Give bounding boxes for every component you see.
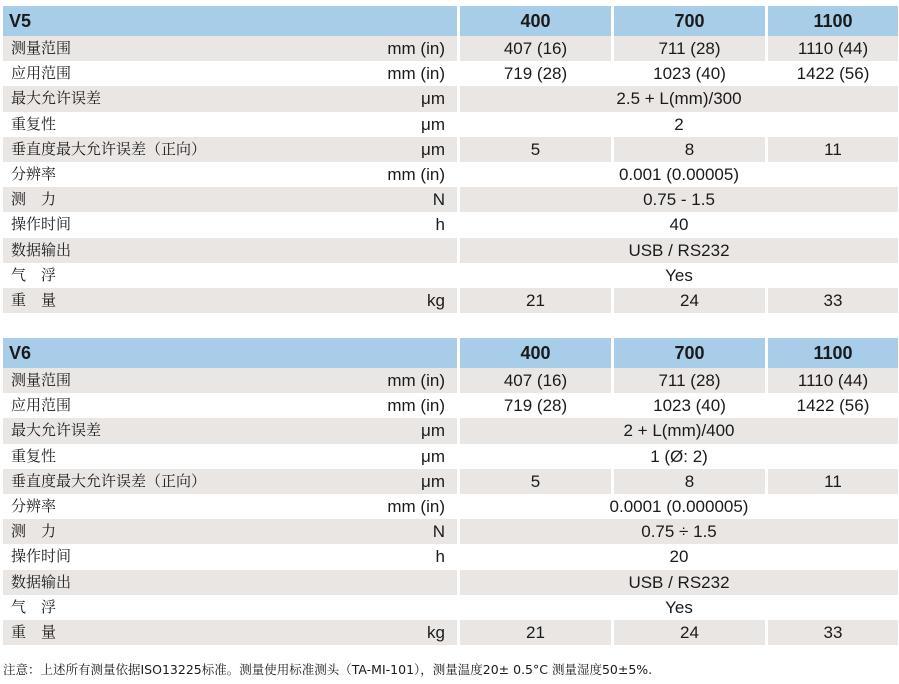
spec-row <box>3 263 898 288</box>
spec-name <box>3 368 457 393</box>
spec-value: 1023 (40) <box>611 61 765 86</box>
spec-name-text: 垂直度最大允许误差（正向） <box>11 139 207 158</box>
spec-unit: μm <box>421 89 445 109</box>
spec-value: 1 (Ø: 2) <box>457 444 898 469</box>
model-name: V6 <box>3 338 457 368</box>
spec-unit: mm (in) <box>387 396 445 416</box>
spec-name-text: 重 量 <box>11 622 57 641</box>
spec-name <box>3 288 457 313</box>
spec-name-text: 分辨率 <box>11 165 57 184</box>
spec-row <box>3 393 898 418</box>
spec-name-text: 分辨率 <box>11 497 57 516</box>
spec-value: 2 <box>457 112 898 137</box>
spec-unit: h <box>435 215 445 235</box>
spec-table-body <box>3 338 898 645</box>
spec-name-text: 气 浮 <box>11 597 57 616</box>
spec-unit: μm <box>421 114 445 134</box>
spec-row <box>3 187 898 212</box>
size-column-header: 700 <box>611 338 765 368</box>
table-header-row <box>3 338 898 368</box>
spec-value: 711 (28) <box>611 368 765 393</box>
spec-row <box>3 494 898 519</box>
spec-name-text: 最大允许误差 <box>11 89 102 108</box>
spec-table-v6 <box>3 338 898 645</box>
spec-name-text: 操作时间 <box>11 215 72 234</box>
spec-name <box>3 469 457 494</box>
spec-value: 20 <box>457 544 898 569</box>
spec-value: 1023 (40) <box>611 393 765 418</box>
spec-table-v5 <box>3 6 898 313</box>
spec-name <box>3 212 457 237</box>
spec-value: 24 <box>611 620 765 645</box>
spec-unit: kg <box>427 622 445 642</box>
spec-name <box>3 238 457 263</box>
spec-name <box>3 444 457 469</box>
spec-name-text: 测量范围 <box>11 39 72 58</box>
spec-value: 21 <box>457 620 611 645</box>
size-column-header: 700 <box>611 6 765 36</box>
footnote: 注意：上述所有测量依据ISO13225标准。测量使用标准测头（TA-MI-101），测量温度20± 0.5°C 测量湿度50±5%. <box>3 662 653 677</box>
spec-value: 5 <box>457 469 611 494</box>
spec-unit: μm <box>421 139 445 159</box>
spec-name <box>3 137 457 162</box>
spec-value: 2 + L(mm)/400 <box>457 418 898 443</box>
spec-row <box>3 212 898 237</box>
spec-row <box>3 570 898 595</box>
spec-row <box>3 519 898 544</box>
spec-name-text: 操作时间 <box>11 547 72 566</box>
spec-name <box>3 36 457 61</box>
spec-value: 0.001 (0.00005) <box>457 162 898 187</box>
spec-value: 21 <box>457 288 611 313</box>
spec-row <box>3 137 898 162</box>
spec-name <box>3 187 457 212</box>
spec-unit: mm (in) <box>387 64 445 84</box>
spec-row <box>3 368 898 393</box>
spec-name-text: 应用范围 <box>11 396 72 415</box>
spec-value: USB / RS232 <box>457 570 898 595</box>
spec-name-text: 重复性 <box>11 114 57 133</box>
spec-unit: μm <box>421 446 445 466</box>
spec-value: 1110 (44) <box>765 368 898 393</box>
spec-name <box>3 519 457 544</box>
spec-unit: mm (in) <box>387 371 445 391</box>
spec-unit: mm (in) <box>387 39 445 59</box>
spec-name <box>3 162 457 187</box>
spec-name-text: 测量范围 <box>11 371 72 390</box>
spec-name-text: 垂直度最大允许误差（正向） <box>11 471 207 490</box>
spec-name <box>3 620 457 645</box>
spec-value: 8 <box>611 469 765 494</box>
spec-name-text: 最大允许误差 <box>11 421 102 440</box>
spec-table-body <box>3 6 898 313</box>
spec-unit: mm (in) <box>387 497 445 517</box>
spec-row <box>3 112 898 137</box>
spec-row <box>3 469 898 494</box>
spec-unit: kg <box>427 290 445 310</box>
size-column-header: 400 <box>457 6 611 36</box>
spec-unit: h <box>435 547 445 567</box>
spec-name <box>3 544 457 569</box>
spec-unit: μm <box>421 471 445 491</box>
spec-value: 719 (28) <box>457 61 611 86</box>
table-header-row <box>3 6 898 36</box>
spec-value: 1422 (56) <box>765 393 898 418</box>
spec-name <box>3 595 457 620</box>
spec-row <box>3 620 898 645</box>
spec-value: 1422 (56) <box>765 61 898 86</box>
spec-value: Yes <box>457 263 898 288</box>
spec-name-text: 测 力 <box>11 522 57 541</box>
spec-name <box>3 570 457 595</box>
spec-value: USB / RS232 <box>457 238 898 263</box>
size-column-header: 400 <box>457 338 611 368</box>
spec-value: 33 <box>765 620 898 645</box>
spec-name-text: 数据输出 <box>11 240 72 259</box>
spec-row <box>3 444 898 469</box>
spec-value: 8 <box>611 137 765 162</box>
spec-name <box>3 61 457 86</box>
spec-value: 11 <box>765 469 898 494</box>
spec-unit: N <box>432 522 445 542</box>
spec-name-text: 测 力 <box>11 190 57 209</box>
spec-row <box>3 36 898 61</box>
model-name: V5 <box>3 6 457 36</box>
spec-name-text: 应用范围 <box>11 64 72 83</box>
spec-value: 33 <box>765 288 898 313</box>
spec-value: 407 (16) <box>457 368 611 393</box>
spec-value: 1110 (44) <box>765 36 898 61</box>
spec-row <box>3 595 898 620</box>
spec-value: 719 (28) <box>457 393 611 418</box>
spec-name-text: 重 量 <box>11 290 57 309</box>
spec-name <box>3 112 457 137</box>
spec-row <box>3 418 898 443</box>
spec-name-text: 气 浮 <box>11 265 57 284</box>
spec-unit: N <box>432 190 445 210</box>
spec-name <box>3 418 457 443</box>
spec-row <box>3 288 898 313</box>
spec-name <box>3 86 457 111</box>
spec-unit: μm <box>421 421 445 441</box>
spec-value: 40 <box>457 212 898 237</box>
spec-unit: mm (in) <box>387 165 445 185</box>
spec-row <box>3 162 898 187</box>
spec-value: 0.75 - 1.5 <box>457 187 898 212</box>
spec-value: 407 (16) <box>457 36 611 61</box>
spec-name <box>3 263 457 288</box>
spec-name <box>3 393 457 418</box>
spec-value: Yes <box>457 595 898 620</box>
spec-name-text: 重复性 <box>11 446 57 465</box>
spec-value: 0.0001 (0.000005) <box>457 494 898 519</box>
spec-value: 711 (28) <box>611 36 765 61</box>
spec-row <box>3 544 898 569</box>
spec-value: 0.75 ÷ 1.5 <box>457 519 898 544</box>
spec-value: 2.5 + L(mm)/300 <box>457 86 898 111</box>
spec-row <box>3 86 898 111</box>
size-column-header: 1100 <box>765 6 898 36</box>
spec-row <box>3 238 898 263</box>
spec-row <box>3 61 898 86</box>
spec-name <box>3 494 457 519</box>
size-column-header: 1100 <box>765 338 898 368</box>
spec-value: 5 <box>457 137 611 162</box>
spec-value: 11 <box>765 137 898 162</box>
spec-value: 24 <box>611 288 765 313</box>
spec-name-text: 数据输出 <box>11 572 72 591</box>
